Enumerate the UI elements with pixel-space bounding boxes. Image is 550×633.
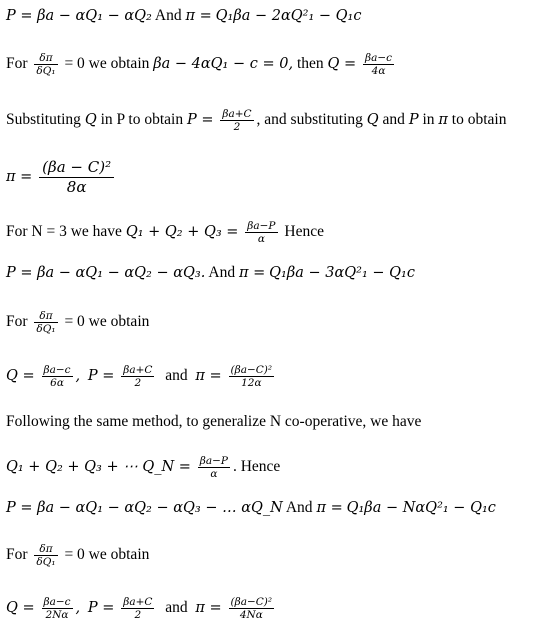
equation-line-4 — [6, 158, 117, 197]
quantity-sum: Q₁ + Q₂ + Q₃ = — [125, 224, 239, 241]
price-fraction — [220, 108, 253, 133]
quantity-symbol: Q = — [6, 600, 35, 617]
text-in: in — [422, 111, 435, 129]
profit-symbol: π = — [185, 8, 212, 24]
derivative-fraction — [34, 310, 57, 335]
symbol-q-2: Q — [366, 112, 379, 129]
text-hence: Hence — [284, 223, 324, 241]
quantity-sum: Q₁ + Q₂ + Q₃ + ⋯ Q_N = — [6, 459, 191, 476]
quantity-denominator: 4α — [371, 65, 386, 77]
quantity-denominator: 2Nα — [45, 609, 69, 621]
connector-text: And — [208, 264, 236, 281]
derivative-numerator: δπ — [34, 52, 57, 65]
quantity-symbol: Q = — [6, 368, 35, 385]
symbol-q: Q — [84, 112, 97, 129]
symbol-p: P — [408, 112, 419, 129]
derivative-fraction — [34, 52, 57, 77]
price-definition: P = βa − αQ₁ − αQ₂ — [6, 8, 152, 24]
price-symbol: P = — [186, 112, 214, 129]
equation-line-5 — [6, 220, 324, 245]
text-for: For — [6, 313, 28, 331]
connector-text: And — [285, 499, 313, 516]
equation-line-6 — [6, 263, 415, 283]
sum-numerator: βa−P — [199, 455, 228, 467]
text-and-substituting: , and substituting — [256, 111, 363, 129]
sum-denominator: α — [210, 468, 218, 480]
price-denominator: 2 — [233, 121, 241, 133]
text-then: then — [296, 55, 324, 73]
equation-line-3 — [6, 108, 506, 133]
text-and: and — [165, 367, 188, 385]
quantity-fraction — [42, 596, 73, 621]
profit-symbol: π = — [316, 500, 343, 516]
equation-line-10 — [6, 455, 280, 480]
text-for-n3: For N = 3 we have — [6, 223, 122, 241]
text-we-obtain: = 0 we obtain — [64, 546, 150, 564]
equation-line-11 — [6, 498, 496, 518]
profit-fraction — [39, 158, 114, 197]
text-for: For — [6, 546, 28, 564]
equation-line-1 — [6, 6, 361, 26]
profit-fraction — [229, 596, 275, 621]
profit-symbol: π = — [195, 600, 222, 617]
price-symbol: P = — [87, 368, 115, 385]
quantity-symbol: Q = — [327, 56, 357, 73]
equation-line-9 — [6, 412, 421, 432]
text-in-p: in P to obtain — [100, 111, 184, 129]
derivative-denominator: δQ₁ — [36, 65, 56, 77]
text-to-obtain: to obtain — [451, 111, 507, 129]
price-numerator: βa+C — [123, 596, 153, 608]
quantity-numerator: βa−c — [365, 52, 393, 64]
profit-numerator: (βa−C)² — [230, 364, 273, 376]
profit-fraction — [229, 364, 275, 389]
profit-symbol: π = — [6, 169, 33, 186]
equation-line-12 — [6, 543, 149, 568]
derivative-numerator: δπ — [34, 543, 57, 556]
equation-line-8: Q = $\frac{\beta a-c}{6\alpha}$ , P = $\frac{\beta a+C}{2}$ and π = $\frac{\text{(βa−C)²}}{12\alpha}$ — [6, 364, 273, 389]
price-denominator: 2 — [134, 609, 142, 621]
text-we-obtain: = 0 we obtain — [64, 313, 150, 331]
symbol-pi: π — [438, 112, 448, 129]
quantity-denominator: 6α — [50, 377, 64, 389]
connector-text: And — [154, 7, 182, 24]
text-hence: . Hence — [232, 458, 281, 476]
text-generalize: Following the same method, to generalize N co-operative, we have — [6, 413, 422, 430]
price-fraction — [121, 596, 154, 621]
text-we-obtain: = 0 we obtain — [64, 55, 150, 73]
price-numerator: βa+C — [123, 364, 153, 376]
text-for: For — [6, 55, 28, 73]
profit-denominator: 8α — [66, 178, 87, 196]
sum-numerator: βa−P — [247, 220, 276, 232]
quantity-fraction — [42, 364, 73, 389]
profit-denominator: 12α — [241, 377, 262, 389]
equation-line-7 — [6, 310, 149, 335]
sum-fraction — [198, 455, 230, 480]
profit-denominator: 4Nα — [239, 609, 263, 621]
equation-line-2 — [6, 52, 397, 77]
price-fraction — [121, 364, 154, 389]
text-and: and — [382, 111, 405, 129]
profit-symbol: π = — [238, 265, 266, 281]
profit-numerator: (βa − C)² — [39, 158, 114, 178]
profit-expression: Q₁βa − 2αQ²₁ − Q₁c — [215, 8, 362, 24]
sum-denominator: α — [257, 233, 265, 245]
quantity-numerator: βa−c — [43, 364, 71, 376]
equation-line-13: Q = $\frac{\beta a-c}{2N\alpha}$ , P = $\frac{\beta a+C}{2}$ and π = $\frac{\text{(βa−C)²}}{4N\alpha}$ — [6, 596, 273, 621]
quantity-fraction — [363, 52, 394, 77]
sum-fraction — [245, 220, 277, 245]
profit-symbol: π = — [195, 368, 222, 385]
derivative-numerator: δπ — [34, 310, 57, 323]
profit-numerator: (βa−C)² — [230, 596, 273, 608]
price-definition: P = βa − αQ₁ − αQ₂ − αQ₃. — [6, 265, 206, 281]
profit-expression: Q₁βa − 3αQ²₁ − Q₁c — [269, 265, 415, 281]
price-numerator: βa+C — [222, 108, 252, 120]
first-order-condition: βa − 4αQ₁ − c = 0, — [153, 56, 294, 73]
price-symbol: P = — [87, 600, 115, 617]
derivative-denominator: δQ₁ — [36, 556, 56, 568]
text-substituting: Substituting — [6, 111, 81, 129]
price-definition: P = βa − αQ₁ − αQ₂ − αQ₃ − … αQ_N — [6, 500, 283, 516]
profit-expression: Q₁βa − NαQ²₁ − Q₁c — [346, 500, 496, 516]
price-denominator: 2 — [134, 377, 142, 389]
derivative-fraction — [34, 543, 57, 568]
quantity-numerator: βa−c — [43, 596, 71, 608]
derivative-denominator: δQ₁ — [36, 323, 56, 335]
text-and: and — [165, 599, 188, 617]
